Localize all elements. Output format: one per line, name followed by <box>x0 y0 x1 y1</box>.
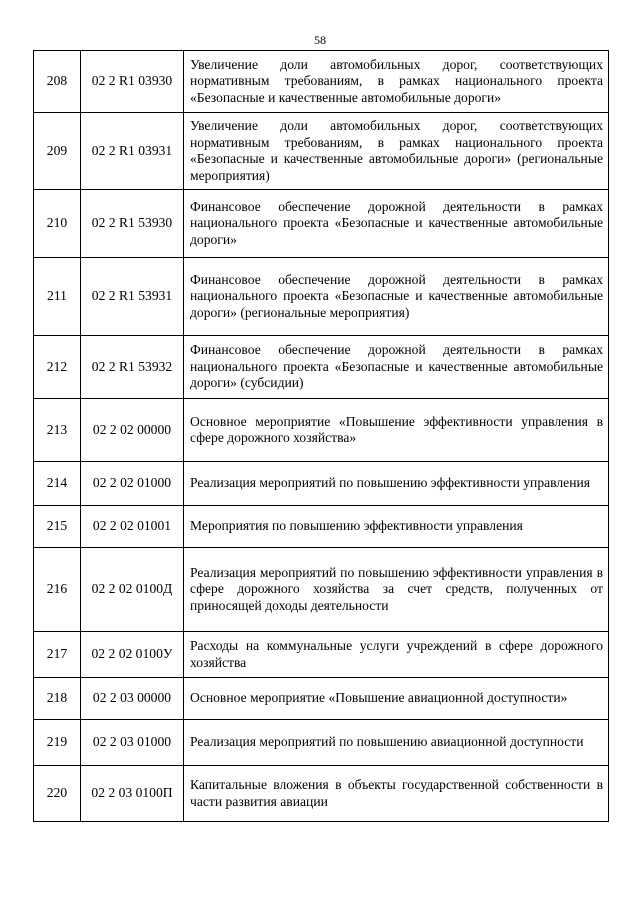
budget-code: 02 2 02 01000 <box>81 462 184 506</box>
row-number: 218 <box>34 678 81 720</box>
table-row <box>34 51 609 113</box>
row-description: Реализация мероприятий по повышению авиационной доступности <box>184 720 609 766</box>
budget-code: 02 2 02 0100Д <box>81 548 184 632</box>
row-description: Расходы на коммунальные услуги учреждений в сфере дорожного хозяйства <box>184 632 609 678</box>
row-number: 213 <box>34 399 81 462</box>
row-description: Основное мероприятие «Повышение эффективности управления в сфере дорожного хозяйства» <box>184 399 609 462</box>
table-row <box>34 190 609 258</box>
row-number: 209 <box>34 113 81 190</box>
budget-classification-table <box>33 50 609 822</box>
table-row <box>34 399 609 462</box>
row-number: 210 <box>34 190 81 258</box>
row-number: 214 <box>34 462 81 506</box>
table-row <box>34 766 609 822</box>
budget-code: 02 2 R1 53931 <box>81 258 184 336</box>
row-description: Финансовое обеспечение дорожной деятельности в рамках национального проекта «Безопасные и качественные автомобильные дороги» <box>184 190 609 258</box>
table-row <box>34 720 609 766</box>
table-row <box>34 632 609 678</box>
table-row <box>34 336 609 399</box>
row-number: 219 <box>34 720 81 766</box>
table-row <box>34 462 609 506</box>
row-number: 215 <box>34 506 81 548</box>
row-number: 211 <box>34 258 81 336</box>
table-row <box>34 258 609 336</box>
page-number: 58 <box>314 33 326 47</box>
budget-code: 02 2 02 00000 <box>81 399 184 462</box>
budget-code: 02 2 R1 03931 <box>81 113 184 190</box>
table-row <box>34 678 609 720</box>
row-description: Основное мероприятие «Повышение авиационной доступности» <box>184 678 609 720</box>
table-row <box>34 113 609 190</box>
budget-code: 02 2 02 01001 <box>81 506 184 548</box>
budget-code: 02 2 02 0100У <box>81 632 184 678</box>
table-row <box>34 506 609 548</box>
budget-code: 02 2 03 0100П <box>81 766 184 822</box>
row-description: Реализация мероприятий по повышению эффективности управления в сфере дорожного хозяйства за счет средств, полученных от приносящей доходы деятельности <box>184 548 609 632</box>
row-description: Увеличение доли автомобильных дорог, соответствующих нормативным требованиям, в рамках национального проекта «Безопасные и качественные автомобильные дороги» (региональные мероприятия) <box>184 113 609 190</box>
budget-code: 02 2 R1 03930 <box>81 51 184 113</box>
row-description: Финансовое обеспечение дорожной деятельности в рамках национального проекта «Безопасные и качественные автомобильные дороги» (субсидии) <box>184 336 609 399</box>
budget-code: 02 2 R1 53930 <box>81 190 184 258</box>
budget-code: 02 2 03 01000 <box>81 720 184 766</box>
row-number: 220 <box>34 766 81 822</box>
row-number: 208 <box>34 51 81 113</box>
row-description: Финансовое обеспечение дорожной деятельности в рамках национального проекта «Безопасные и качественные автомобильные дороги» (региональные мероприятия) <box>184 258 609 336</box>
row-description: Мероприятия по повышению эффективности управления <box>184 506 609 548</box>
row-number: 216 <box>34 548 81 632</box>
budget-code: 02 2 R1 53932 <box>81 336 184 399</box>
row-description: Реализация мероприятий по повышению эффективности управления <box>184 462 609 506</box>
budget-code: 02 2 03 00000 <box>81 678 184 720</box>
row-description: Капитальные вложения в объекты государственной собственности в части развития авиации <box>184 766 609 822</box>
table-row <box>34 548 609 632</box>
row-description: Увеличение доли автомобильных дорог, соответствующих нормативным требованиям, в рамках национального проекта «Безопасные и качественные автомобильные дороги» <box>184 51 609 113</box>
row-number: 212 <box>34 336 81 399</box>
row-number: 217 <box>34 632 81 678</box>
